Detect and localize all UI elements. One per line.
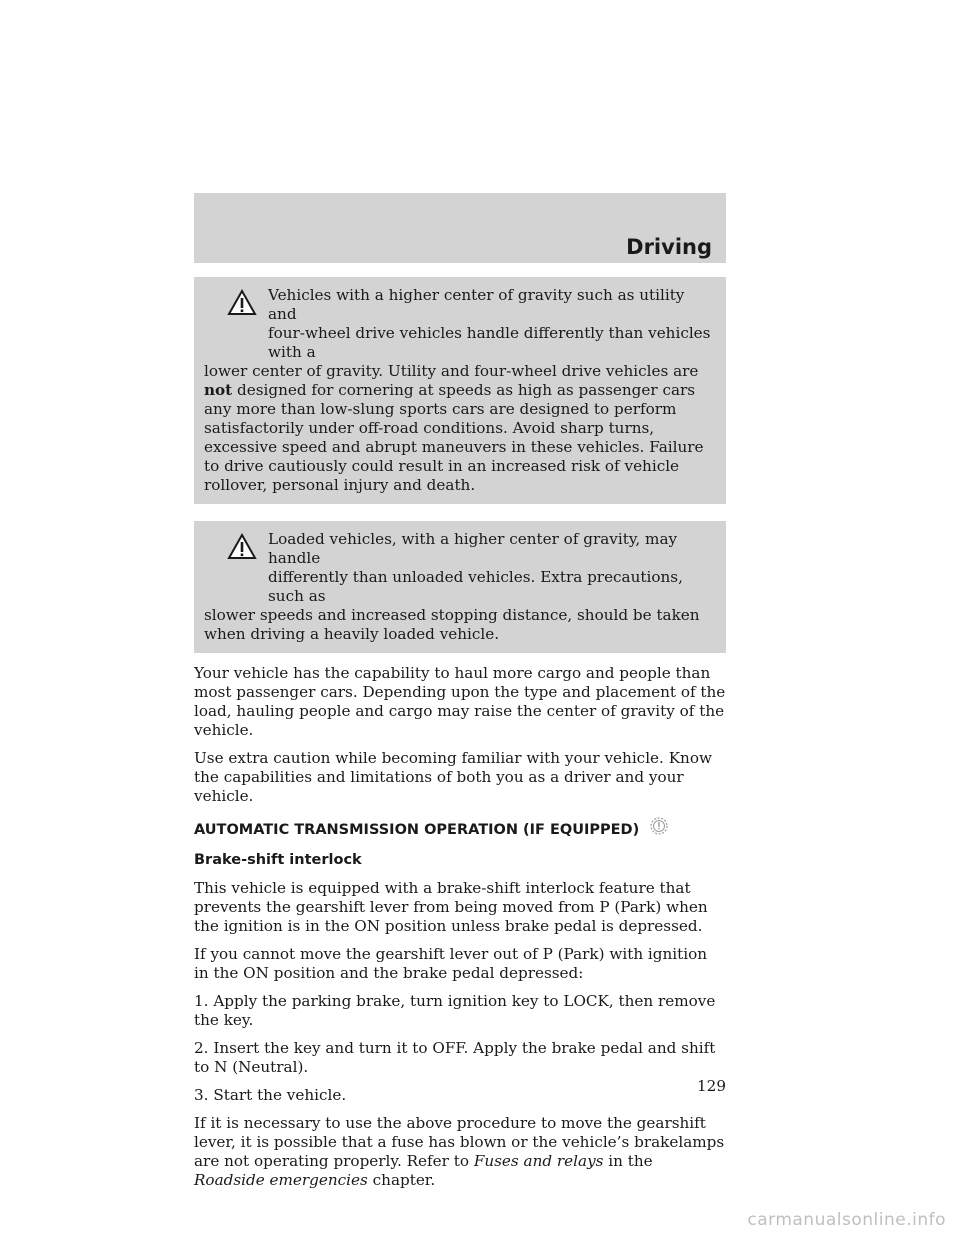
gear-icon xyxy=(648,815,670,837)
step-3: 3. Start the vehicle. xyxy=(194,1086,347,1104)
warning-line: lower center of gravity. Utility and four-wheel drive vehicles are xyxy=(204,362,699,380)
warning-box-rollover xyxy=(194,277,726,504)
warning-text xyxy=(204,286,716,495)
paragraph-fuse xyxy=(194,1114,726,1190)
reference-roadside: Roadside emergencies xyxy=(194,1171,368,1189)
header-band xyxy=(194,193,726,263)
reference-fuses: Fuses and relays xyxy=(473,1152,604,1170)
warning-line: Vehicles with a higher center of gravity such as utility and xyxy=(268,286,685,323)
page-title: Driving xyxy=(626,235,712,259)
text-span: If it is necessary to use the above procedure to move the gearshift lever, it is possible that a fuse has blown or the vehicle’s brakelamps are not operating properly. Refer to xyxy=(194,1114,725,1170)
page-number: 129 xyxy=(697,1077,726,1095)
watermark: carmanualsonline.info xyxy=(747,1210,946,1230)
section-heading-text: AUTOMATIC TRANSMISSION OPERATION (IF EQUIPPED) xyxy=(194,822,640,838)
page-content xyxy=(194,277,726,1199)
subheading: Brake-shift interlock xyxy=(194,852,362,868)
warning-text xyxy=(204,530,716,644)
section-heading xyxy=(194,815,726,840)
text-span: chapter. xyxy=(372,1171,436,1189)
warning-line: designed for cornering at speeds as high as passenger cars any more than low-slung sports cars are designed to perform satisfactorily under off-road conditions. Avoid sharp turns, excessive speed and abrupt maneuvers in these vehicles. Failure to drive cautiously could result in an increased risk of vehicle rollover, personal injury and death. xyxy=(204,381,704,494)
paragraph-cargo: Your vehicle has the capability to haul more cargo and people than most passenger cars. Depending upon the type and placement of the load, hauling people and cargo may raise the center of gravity of the vehicle. xyxy=(194,664,726,739)
paragraph-caution: Use extra caution while becoming familiar with your vehicle. Know the capabilities and limitations of both you as a driver and your vehicle. xyxy=(194,749,712,805)
warning-line: slower speeds and increased stopping distance, should be taken when driving a heavily loaded vehicle. xyxy=(204,606,700,643)
warning-line: four-wheel drive vehicles handle differently than vehicles with a xyxy=(268,324,711,361)
paragraph-cannot-move: If you cannot move the gearshift lever out of P (Park) with ignition in the ON position and the brake pedal depressed: xyxy=(194,945,708,982)
paragraph-interlock: This vehicle is equipped with a brake-shift interlock feature that prevents the gearshift lever from being moved from P (Park) when the ignition is in the ON position unless brake pedal is depressed. xyxy=(194,879,708,935)
text-span: in the xyxy=(608,1152,653,1170)
warning-line: differently than unloaded vehicles. Extra precautions, such as xyxy=(268,568,683,605)
step-1: 1. Apply the parking brake, turn ignition key to LOCK, then remove the key. xyxy=(194,992,716,1029)
warning-triangle-icon xyxy=(227,289,257,316)
warning-box-loaded xyxy=(194,521,726,653)
warning-line: Loaded vehicles, with a higher center of gravity, may handle xyxy=(268,530,678,567)
step-2: 2. Insert the key and turn it to OFF. Apply the brake pedal and shift to N (Neutral). xyxy=(194,1039,716,1076)
warning-triangle-icon xyxy=(227,533,257,560)
emphasis-not: not xyxy=(204,381,233,399)
